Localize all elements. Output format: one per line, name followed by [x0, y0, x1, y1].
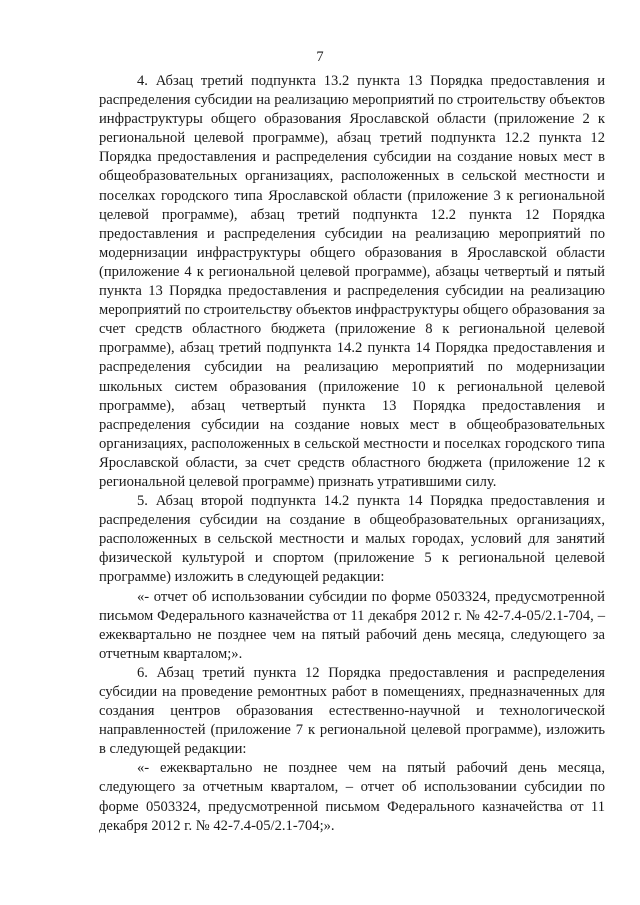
- paragraph-6-quote: «- ежеквартально не позднее чем на пятый рабочий день месяца, следующего за отчетным кварталом, – отчет об использовании субсидии по форме 0503324, предусмотренной письмом Федерального казначейства от 11 декабря 2012 г. № 42-7.4-05/2.1-704;».: [99, 760, 605, 834]
- paragraph-4: 4. Абзац третий подпункта 13.2 пункта 13 Порядка предоставления и распределения субсидии на реализацию мероприятий по строительству объектов инфраструктуры общего образования Ярославской области (приложение 2 к региональной целевой программе), абзац третий подпункта 12.2 пункта 12 Порядка предоставления и распределения субсидии на создание новых мест в общеобразовательных организациях, расположенных в сельской местности и поселках городского типа Ярославской области (приложение 3 к региональной целевой программе), абзац третий подпункта 12.2 пункта 12 Порядка предоставления и распределения субсидии на реализацию мероприятий по модернизации инфраструктуры общего образования в Ярославской области (приложение 4 к региональной целевой программе), абзацы четвертый и пятый пункта 13 Порядка предоставления и распределения субсидии на реализацию мероприятий по строительству объектов инфраструктуры общего образования за счет средств областного бюджета (приложение 8 к региональной целевой программе), абзац третий подпункта 14.2 пункта 14 Порядка предоставления и распределения субсидии на реализацию мероприятий по модернизации школьных систем образования (приложение 10 к региональной целевой программе), абзац четвертый пункта 13 Порядка предоставления и распределения субсидии на создание новых мест в общеобразовательных организациях, расположенных в сельской местности и поселках городского типа Ярославской области, за счет средств областного бюджета (приложение 12 к региональной целевой программе) признать утратившими силу.: [99, 73, 605, 490]
- paragraph-5-quote: «- отчет об использовании субсидии по форме 0503324, предусмотренной письмом Федерального казначейства от 11 декабря 2012 г. № 42-7.4-05/2.1-704, – ежеквартально не позднее чем на пятый рабочий день месяца, следующего за отчетным кварталом;».: [99, 588, 605, 662]
- paragraph-5: 5. Абзац второй подпункта 14.2 пункта 14 Порядка предоставления и распределения субсидии на создание в общеобразовательных организациях, расположенных в сельской местности и малых городах, условий для занятий физической культурой и спортом (приложение 5 к региональной целевой программе) изложить в следующей редакции:: [99, 493, 605, 586]
- paragraph-6: 6. Абзац третий пункта 12 Порядка предоставления и распределения субсидии на проведение ремонтных работ в помещениях, предназначенных для создания центров образования естественно-научной и технологической направленностей (приложение 7 к региональной целевой программе), изложить в следующей редакции:: [99, 664, 605, 758]
- document-body: [99, 72, 605, 836]
- page-number: 7: [316, 49, 324, 65]
